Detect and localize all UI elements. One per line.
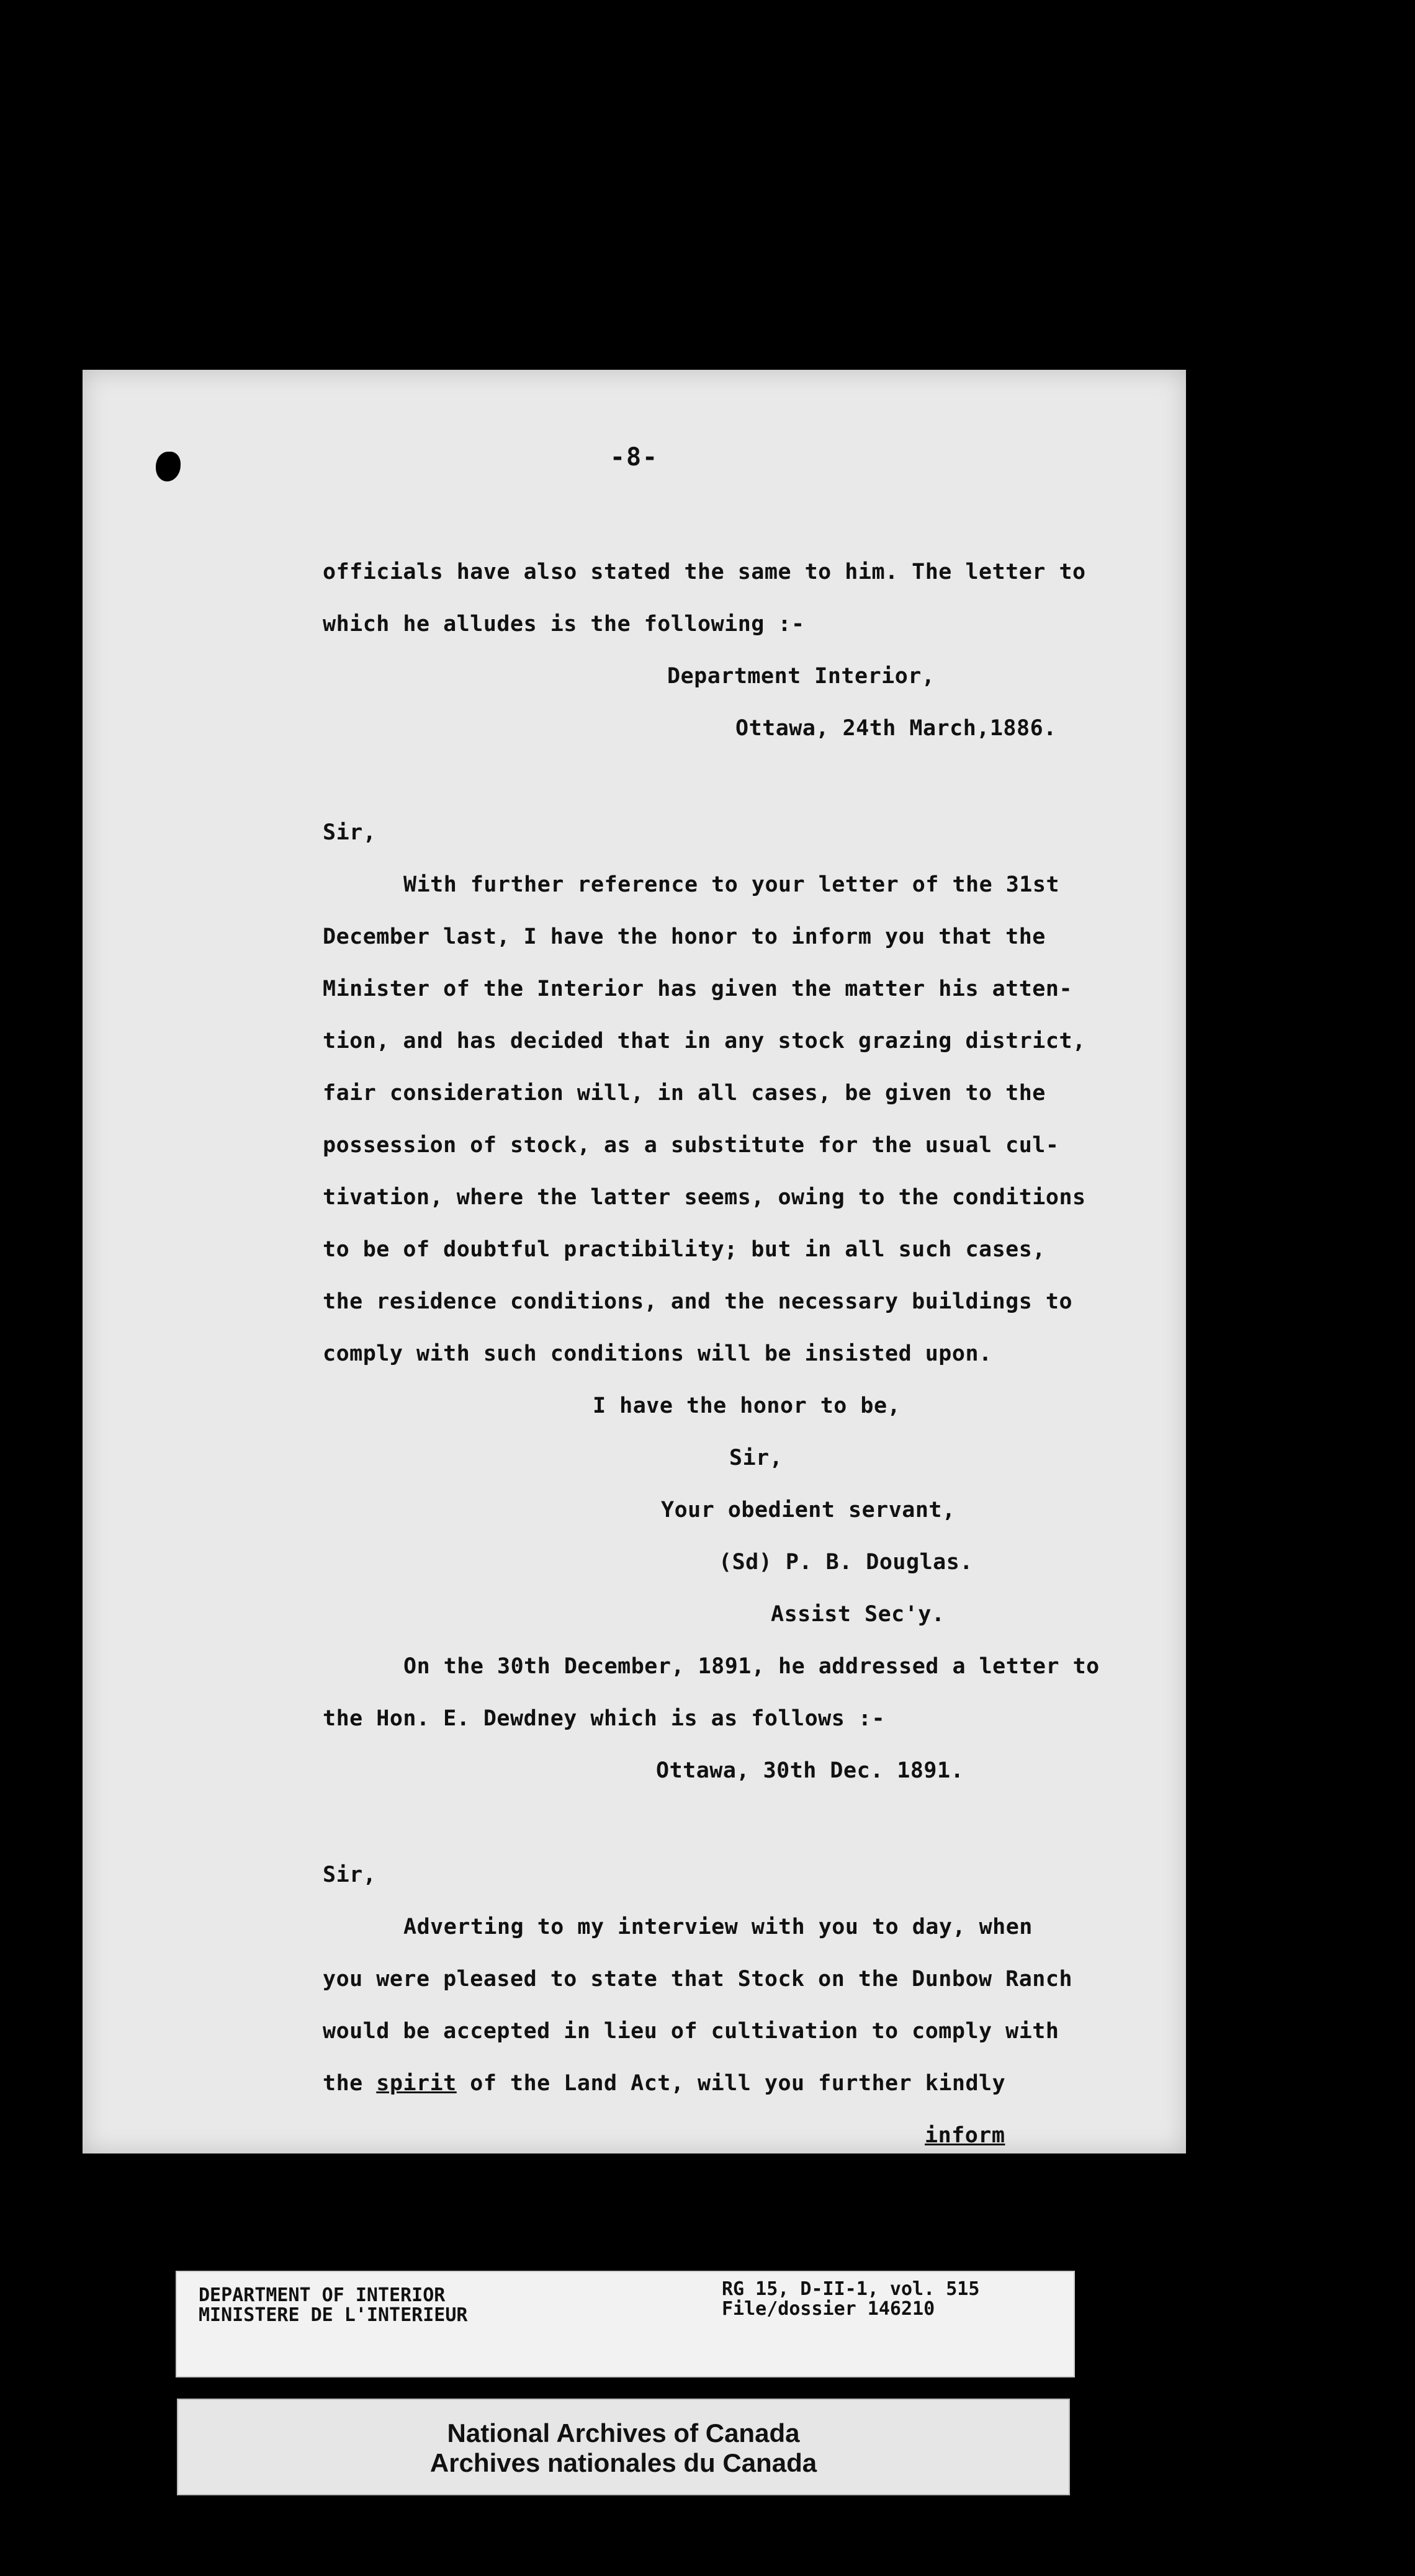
archive-reference-label [176, 2271, 1075, 2377]
letter-line: December last, I have the honor to inform you that the [323, 924, 1046, 949]
letter-line: Minister of the Interior has given the matter his atten- [323, 977, 1073, 1001]
letter-header-date: Ottawa, 24th March,1886. [735, 716, 1057, 741]
letter-line: tivation, where the latter seems, owing to the conditions [323, 1185, 1086, 1210]
narrative-line: the Hon. E. Dewdney which is as follows :- [323, 1706, 886, 1731]
department-english: DEPARTMENT OF INTERIOR [199, 2284, 446, 2306]
catchword: inform [925, 2123, 1005, 2148]
department-french: MINISTERE DE L'INTERIEUR [199, 2304, 468, 2326]
document-page [83, 370, 1186, 2153]
letter-line: Adverting to my interview with you to day, when [403, 1915, 1033, 1939]
underlined-word: spirit [376, 2071, 457, 2096]
letter-line: would be accepted in lieu of cultivation to comply with [323, 2019, 1059, 2044]
file-number: File/dossier 146210 [722, 2298, 935, 2320]
letter-header-department: Department Interior, [667, 664, 935, 689]
text-segment: of the Land Act, will you further kindly [456, 2071, 1006, 2096]
letter-line [323, 2057, 1154, 2109]
letter-line: to be of doubtful practibility; but in all such cases, [323, 1237, 1046, 1262]
letter-header-date: Ottawa, 30th Dec. 1891. [656, 1758, 964, 1783]
letter-line: With further reference to your letter of the 31st [403, 872, 1060, 897]
archive-footer [177, 2399, 1070, 2495]
closing-sir: Sir, [729, 1446, 783, 1470]
letter-line: you were pleased to state that Stock on the Dunbow Ranch [323, 1967, 1073, 1992]
archive-name-english: National Archives of Canada [447, 2418, 800, 2448]
letter-line: possession of stock, as a substitute for the usual cul- [323, 1133, 1059, 1158]
record-group-reference: RG 15, D-II-1, vol. 515 [722, 2278, 980, 2300]
signature: (Sd) P. B. Douglas. [719, 1550, 973, 1575]
narrative-line: On the 30th December, 1891, he addressed a letter to [403, 1654, 1100, 1679]
text-line: officials have also stated the same to him. The letter to [323, 560, 1086, 584]
salutation: Sir, [323, 820, 377, 845]
text-segment: the [323, 2071, 377, 2096]
closing-obedient: Your obedient servant, [661, 1498, 956, 1523]
closing-honor: I have the honor to be, [593, 1393, 901, 1418]
signatory-title: Assist Sec'y. [771, 1602, 945, 1627]
letter-line: tion, and has decided that in any stock grazing district, [323, 1029, 1086, 1053]
letter-line: the residence conditions, and the necessary buildings to [323, 1289, 1073, 1314]
letter-line: fair consideration will, in all cases, be given to the [323, 1081, 1046, 1106]
salutation: Sir, [323, 1863, 377, 1887]
letter-line: comply with such conditions will be insisted upon. [323, 1341, 992, 1366]
text-line: which he alludes is the following :- [323, 612, 805, 637]
archive-name-french: Archives nationales du Canada [429, 2448, 817, 2477]
document-body [323, 546, 1154, 2162]
page-number: -8- [609, 443, 659, 472]
